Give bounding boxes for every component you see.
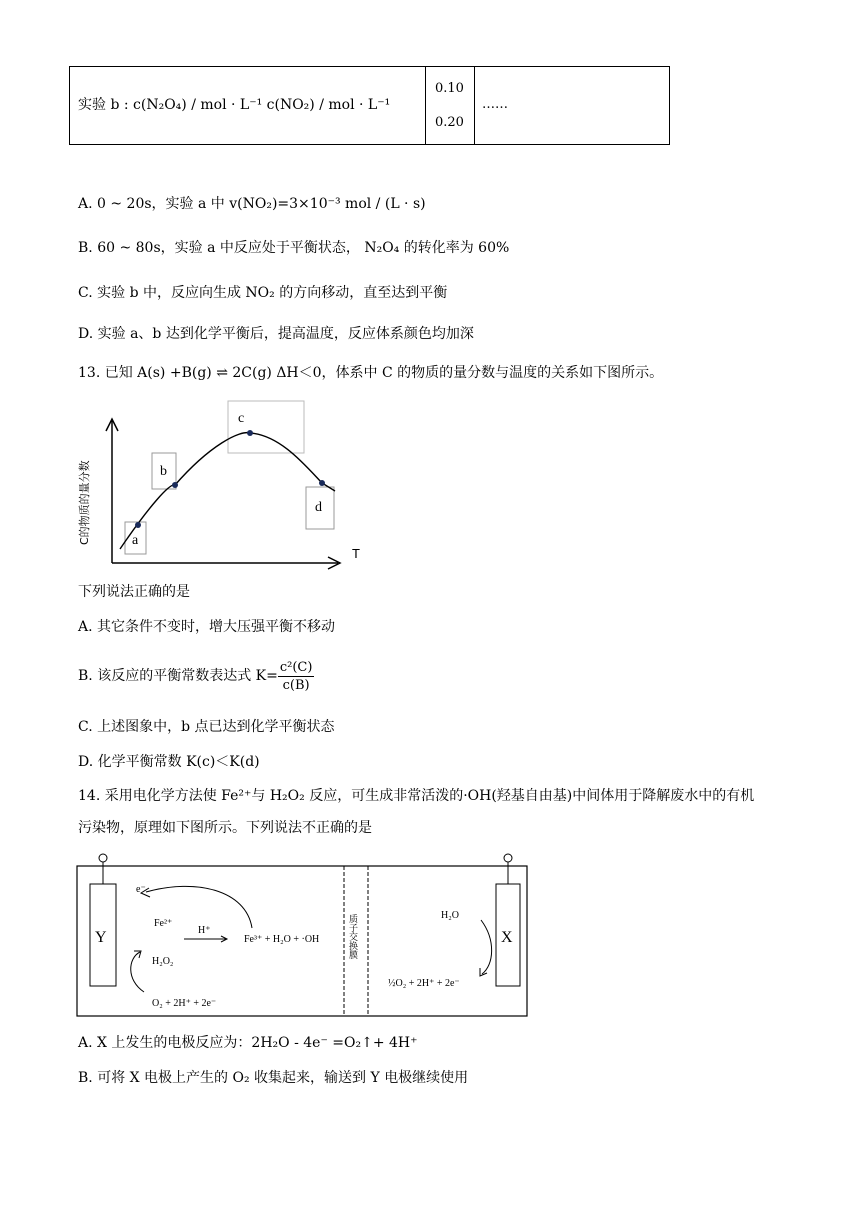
- q14-option-a: A. X 上发生的电极反应为：2H₂O - 4e⁻ =O₂↑+ 4H⁺: [78, 1035, 418, 1051]
- o2-label: O₂ + 2H⁺ + 2e⁻: [152, 998, 217, 1009]
- water-oxidation-head: [480, 968, 487, 976]
- table-value-cell: [425, 67, 475, 144]
- q13-option-d: D. 化学平衡常数 K(c)＜K(d): [78, 754, 260, 770]
- x-axis-label: T: [352, 546, 360, 561]
- q13-option-a: A. 其它条件不变时，增大压强平衡不移动: [78, 619, 336, 635]
- product-label: Fe³⁺ + H₂O + ·OH: [244, 934, 320, 945]
- table-value-1: 0.10: [435, 81, 464, 96]
- q13-option-c: C. 上述图象中，b 点已达到化学平衡状态: [78, 719, 335, 735]
- point-c-box: [228, 401, 304, 453]
- y-axis-label: C的物质的量分数: [78, 460, 91, 545]
- q12-option-b: B. 60 ~ 80s，实验 a 中反应处于平衡状态， N₂O₄ 的转化率为 60%: [78, 240, 510, 256]
- point-b: [172, 482, 178, 488]
- membrane-label: 质子交换膜: [347, 914, 357, 959]
- q13-prompt: 下列说法正确的是: [78, 584, 190, 600]
- table-row-label: 实验 b : c(N₂O₄) / mol · L⁻¹ c(NO₂) / mol · L⁻¹: [78, 97, 391, 113]
- q14-option-b: B. 可将 X 电极上产生的 O₂ 收集起来，输送到 Y 电极继续使用: [78, 1070, 469, 1086]
- half-reaction-label: ½O₂ + 2H⁺ + 2e⁻: [388, 978, 460, 989]
- fe2-label: Fe²⁺: [154, 918, 173, 929]
- q14-stem-line1: 14. 采用电化学方法使 Fe²⁺与 H₂O₂ 反应，可生成非常活泼的·OH(羟基自由基)中间体用于降解废水中的有机: [78, 788, 755, 804]
- label-a: a: [132, 533, 139, 548]
- label-b: b: [160, 464, 167, 479]
- water-label: H₂O: [441, 910, 459, 921]
- left-terminal: [99, 854, 107, 862]
- electrode-x-label: X: [501, 929, 513, 946]
- q12-option-d: D. 实验 a、b 达到化学平衡后，提高温度，反应体系颜色均加深: [78, 326, 474, 342]
- q13-stem: 13. 已知 A(s) +B(g) ⇌ 2C(g) ΔH＜0，体系中 C 的物质的量分数与温度的关系如下图所示。: [78, 365, 664, 381]
- q12-option-c: C. 实验 b 中，反应向生成 NO₂ 的方向移动，直至达到平衡: [78, 285, 448, 301]
- q13-option-b-prefix: B. 该反应的平衡常数表达式 K=: [78, 668, 278, 684]
- k-denominator: c(B): [282, 677, 310, 693]
- label-d: d: [315, 500, 322, 515]
- point-a: [135, 522, 141, 528]
- data-table: [69, 66, 670, 145]
- k-expression: [278, 659, 315, 694]
- table-value-2: 0.20: [435, 115, 464, 130]
- o2-reduction-arrow: [131, 952, 144, 992]
- point-d: [319, 480, 325, 486]
- point-c: [247, 430, 253, 436]
- k-numerator: c²(C): [279, 659, 313, 675]
- label-c: c: [238, 411, 245, 426]
- electrolysis-diagram: [76, 850, 530, 1020]
- electron-label: e⁻: [136, 884, 146, 895]
- right-terminal: [504, 854, 512, 862]
- water-oxidation-arrow: [481, 920, 492, 974]
- mole-fraction-graph: [70, 395, 370, 575]
- h2o2-label: H₂O₂: [152, 956, 174, 967]
- q14-stem-line2: 污染物，原理如下图所示。下列说法不正确的是: [78, 820, 372, 836]
- electrode-y-label: Y: [95, 929, 107, 946]
- q12-option-a: A. 0 ~ 20s，实验 a 中 v(NO₂)=3×10⁻³ mol / (L · s): [78, 196, 426, 212]
- q13-option-b: [78, 656, 314, 696]
- table-ellipsis: ……: [482, 97, 508, 112]
- hplus-label: H⁺: [198, 925, 211, 936]
